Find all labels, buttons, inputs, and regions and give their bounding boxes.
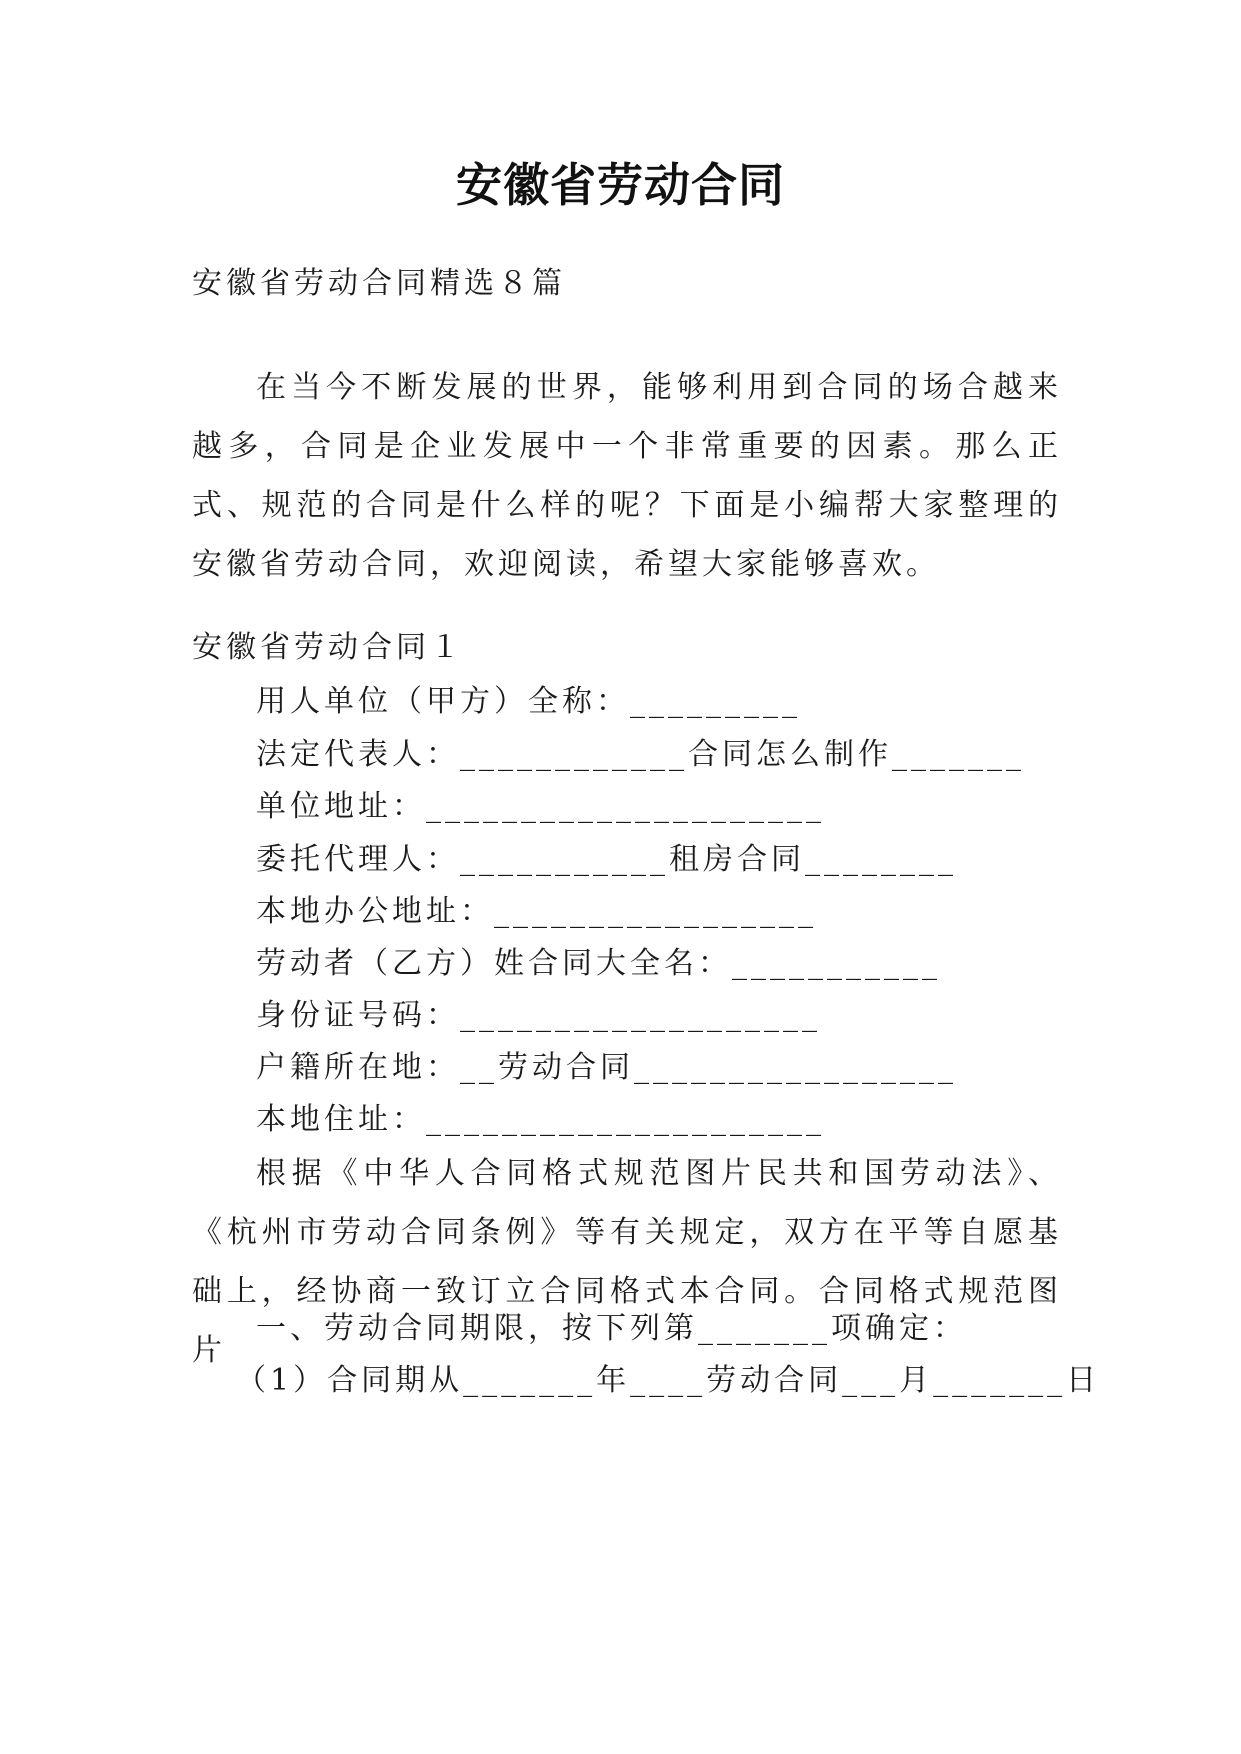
field-employer-address: 单位地址：_____________________ [256,789,825,824]
field-employer-name: 用人单位（甲方）全称：_________ [256,684,801,719]
field-legal-representative: 法定代表人：____________合同怎么制作_______ [256,737,1025,772]
legal-basis-paragraph: 根据《中华人合同格式规范图片民共和国劳动法》、《杭州市劳动合同条例》等有关规定，双方在平等自愿基础上，经协商一致订立合同格式本合同。合同格式规范图片 [192,1156,1062,1368]
field-household-registration: 户籍所在地：__劳动合同_________________ [256,1050,957,1085]
intro-paragraph: 在当今不断发展的世界，能够利用到合同的场合越来越多，合同是企业发展中一个非常重要的因素。那么正式、规范的合同是什么样的呢？下面是小编帮大家整理的安徽省劳动合同，欢迎阅读，希望大家能够喜欢。 [192,370,1062,582]
document-subtitle: 安徽省劳动合同精选８篇 [192,266,566,301]
field-id-number: 身份证号码：___________________ [256,998,821,1033]
field-local-address: 本地住址：_____________________ [256,1102,825,1137]
field-authorized-agent: 委托代理人：___________租房合同________ [256,842,957,877]
field-local-office-address: 本地办公地址：_________________ [256,894,817,929]
clause-1-heading: 一、劳动合同期限，按下列第_______项确定： [256,1311,967,1346]
section-heading: 安徽省劳动合同１ [192,630,464,665]
clause-1-item-1: （1）合同期从_______年____劳动合同___月_______日 [236,1363,1101,1398]
document-title: 安徽省劳动合同 [456,158,785,212]
field-employee-name: 劳动者（乙方）姓合同大全名：___________ [256,946,941,981]
